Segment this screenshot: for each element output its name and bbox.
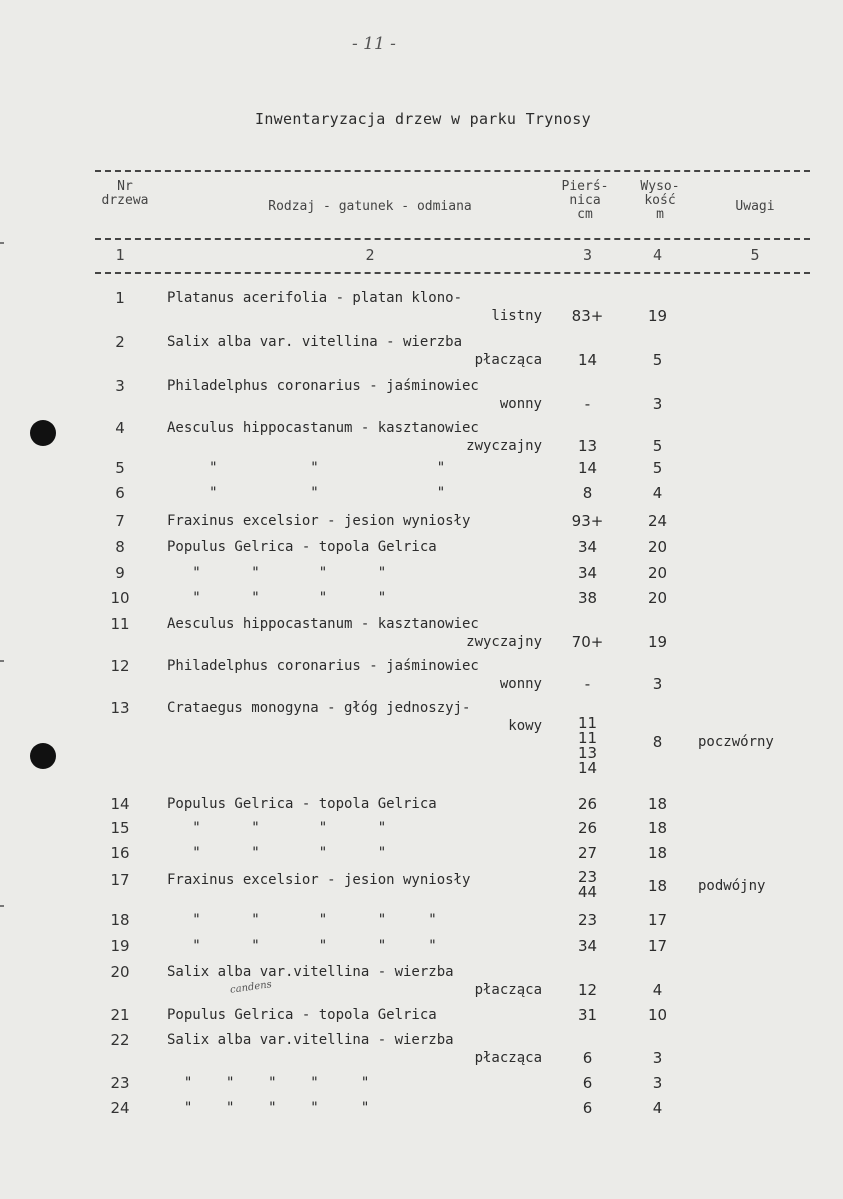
tree-number: 14 [110,795,130,813]
tree-height: 18 [647,877,668,895]
punch-hole-icon [30,420,56,446]
tree-number: 3 [115,377,125,395]
margin-mark [0,905,4,907]
species-name-continued: płacząca [474,1050,542,1066]
column-number-4: 4 [652,246,663,264]
header-uwagi: Uwagi [735,199,775,214]
margin-mark [0,660,4,662]
trunk-circumference: 11 11 13 14 [577,714,598,777]
tree-number: 1 [115,289,125,307]
species-name: Philadelphus coronarius - jaśminowiec [167,378,479,394]
trunk-circumference: 6 [582,1049,593,1067]
trunk-circumference: 34 [577,564,598,582]
tree-height: 5 [652,351,663,369]
document-title: Inwentaryzacja drzew w parku Trynosy [255,110,591,128]
species-name: Salix alba var.vitellina - wierzba [167,964,454,980]
species-name: Philadelphus coronarius - jaśminowiec [167,658,479,674]
tree-height: 19 [647,307,668,325]
species-name-continued: kowy [508,718,542,734]
trunk-circumference: 13 [577,437,598,455]
tree-number: 20 [110,963,130,981]
tree-number: 9 [115,564,125,582]
page-number: - 11 - [352,34,396,54]
trunk-circumference: 27 [577,844,598,862]
tree-number: 5 [115,459,125,477]
tree-height: 3 [652,1074,663,1092]
trunk-circumference: - [584,675,591,693]
species-name: " " " " " [167,938,437,954]
tree-number: 4 [115,419,125,437]
tree-height: 20 [647,589,668,607]
header-rodzaj: Rodzaj - gatunek - odmiana [268,199,472,214]
tree-height: 24 [647,512,668,530]
species-name: Fraxinus excelsior - jesion wyniosły [167,872,471,888]
species-name: Salix alba var.vitellina - wierzba [167,1032,454,1048]
tree-number: 7 [115,512,125,530]
species-name: Platanus acerifolia - platan klono- [167,290,463,306]
header-wysokosc: Wyso- kość m [640,179,680,222]
handwritten-note: candens [229,979,273,996]
tree-height: 10 [647,1006,668,1024]
tree-height: 17 [647,937,668,955]
species-name-continued: płacząca [474,352,542,368]
tree-height: 20 [647,538,668,556]
species-name: Populus Gelrica - topola Gelrica [167,539,437,555]
tree-height: 17 [647,911,668,929]
trunk-circumference: 34 [577,538,598,556]
table-top-rule [95,170,810,172]
header-rule [95,238,810,240]
species-name: " " " [167,485,446,501]
tree-height: 8 [652,733,663,751]
column-number-5: 5 [750,246,760,264]
species-name: Salix alba var. vitellina - wierzba [167,334,463,350]
tree-number: 12 [110,657,130,675]
tree-height: 4 [652,484,663,502]
tree-height: 4 [652,1099,663,1117]
species-name: " " " [167,460,446,476]
species-name-continued: płacząca [474,982,542,998]
species-name: Aesculus hippocastanum - kasztanowiec [167,616,479,632]
species-name: " " " " " [167,912,437,928]
tree-number: 10 [110,589,130,607]
tree-height: 5 [652,459,663,477]
tree-number: 15 [110,819,130,837]
trunk-circumference: 6 [582,1099,593,1117]
trunk-circumference: 6 [582,1074,593,1092]
trunk-circumference: 14 [577,351,598,369]
trunk-circumference: 26 [577,819,598,837]
column-number-rule [95,272,810,274]
tree-number: 24 [110,1099,130,1117]
tree-height: 19 [647,633,668,651]
trunk-circumference: 70+ [571,633,604,651]
tree-number: 16 [110,844,130,862]
tree-number: 23 [110,1074,130,1092]
tree-height: 3 [652,1049,663,1067]
remarks: poczwórny [698,734,774,750]
header-nr: Nr drzewa [101,179,149,208]
trunk-circumference: 93+ [571,512,604,530]
tree-number: 2 [115,333,125,351]
species-name: " " " " [167,565,387,581]
trunk-circumference: 23 [577,911,598,929]
trunk-circumference: 83+ [571,307,604,325]
species-name-continued: zwyczajny [466,438,542,454]
tree-height: 18 [647,819,668,837]
tree-number: 21 [110,1006,130,1024]
species-name: " " " " " [167,1100,370,1116]
trunk-circumference: 8 [582,484,593,502]
tree-number: 8 [115,538,125,556]
species-name-continued: wonny [499,676,542,692]
species-name: " " " " [167,820,387,836]
species-name: " " " " " [167,1075,370,1091]
remarks: podwójny [698,878,766,894]
tree-number: 17 [110,871,130,889]
species-name: Populus Gelrica - topola Gelrica [167,1007,437,1023]
tree-height: 3 [652,675,663,693]
trunk-circumference: 23 44 [577,868,598,901]
tree-height: 20 [647,564,668,582]
species-name: " " " " [167,845,387,861]
tree-height: 5 [652,437,663,455]
tree-height: 18 [647,795,668,813]
species-name-continued: wonny [499,396,542,412]
species-name-continued: zwyczajny [466,634,542,650]
tree-height: 18 [647,844,668,862]
tree-number: 6 [115,484,125,502]
trunk-circumference: - [584,395,591,413]
tree-number: 18 [110,911,130,929]
tree-number: 11 [110,615,130,633]
header-piersnica: Pierś- nica cm [561,179,609,222]
column-number-1: 1 [115,246,125,264]
tree-number: 19 [110,937,130,955]
tree-height: 4 [652,981,663,999]
trunk-circumference: 31 [577,1006,598,1024]
trunk-circumference: 12 [577,981,598,999]
species-name: Aesculus hippocastanum - kasztanowiec [167,420,479,436]
column-number-3: 3 [582,246,593,264]
tree-height: 3 [652,395,663,413]
tree-number: 13 [110,699,130,717]
margin-mark [0,242,4,244]
trunk-circumference: 26 [577,795,598,813]
species-name: Fraxinus excelsior - jesion wyniosły [167,513,471,529]
column-number-2: 2 [365,246,375,264]
punch-hole-icon [30,743,56,769]
species-name: Crataegus monogyna - głóg jednoszyj- [167,700,471,716]
trunk-circumference: 38 [577,589,598,607]
trunk-circumference: 14 [577,459,598,477]
tree-number: 22 [110,1031,130,1049]
trunk-circumference: 34 [577,937,598,955]
species-name: Populus Gelrica - topola Gelrica [167,796,437,812]
species-name-continued: listny [491,308,542,324]
species-name: " " " " [167,590,387,606]
